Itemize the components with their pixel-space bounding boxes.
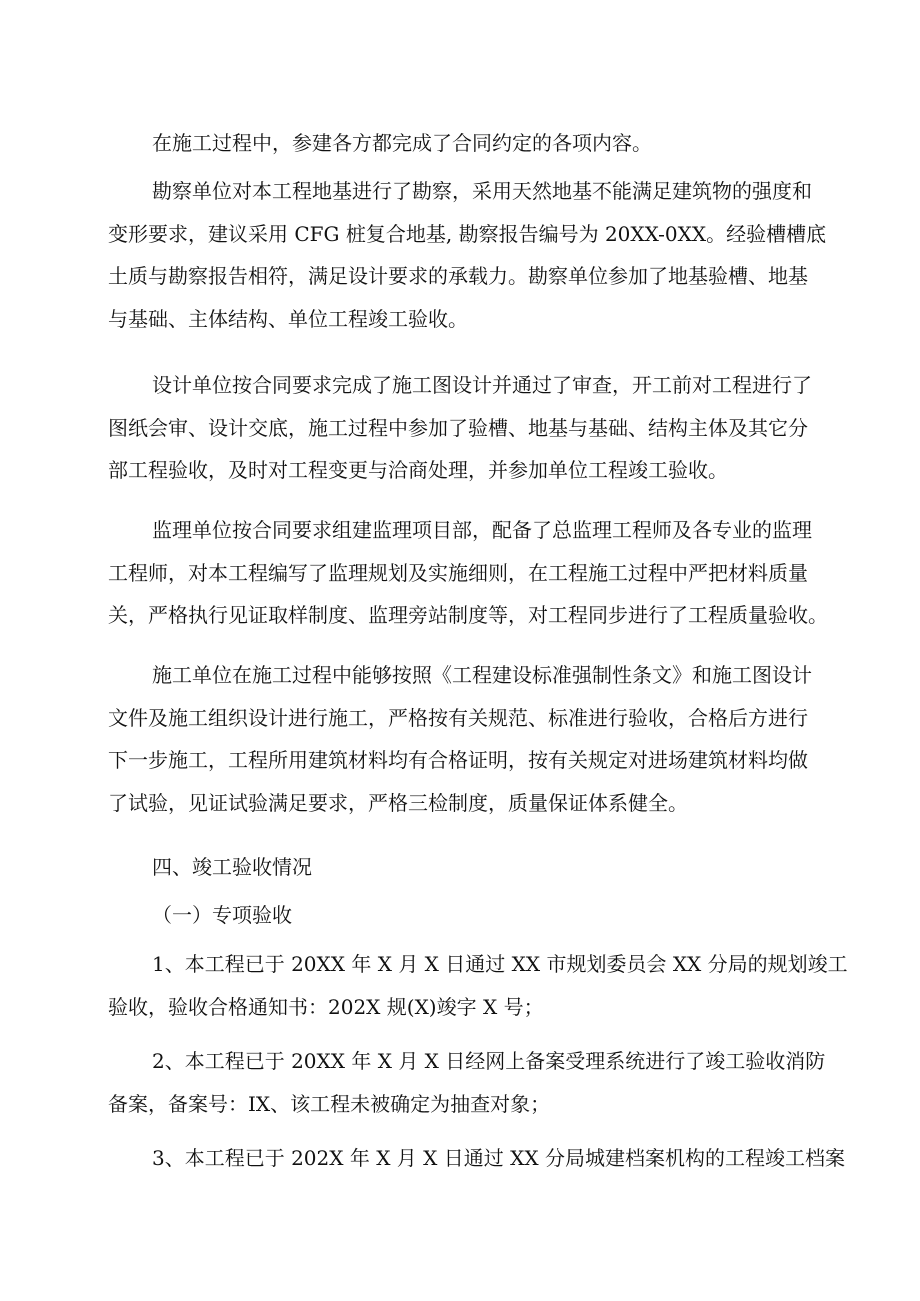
text-line: 文件及施工组织设计进行施工，严格按有关规范、标准进行验收，合格后方进行: [108, 705, 808, 730]
text-line: 备案，备案号：IX、该工程未被确定为抽查对象；: [108, 1091, 551, 1116]
text-line: 在施工过程中，参建各方都完成了合同约定的各项内容。: [152, 131, 652, 155]
text-line: 监理单位按合同要求组建监理项目部，配备了总监理工程师及各专业的监理: [152, 518, 812, 542]
heading-text: 四、竣工验收情况: [152, 855, 312, 879]
text-line: 下一步施工，工程所用建筑材料均有合格证明，按有关规定对进场建筑材料均做: [108, 748, 808, 772]
text-line: 3、本工程已于 202X 年 X 月 X 日通过 XX 分局城建档案机构的工程竣工档案: [152, 1146, 845, 1170]
text-line: 变形要求，建议采用 CFG 桩复合地基, 勘察报告编号为 20XX-0XX。经验槽槽底: [108, 221, 827, 246]
text-line: 与基础、主体结构、单位工程竣工验收。: [108, 306, 468, 331]
paragraph-progress: [108, 122, 828, 165]
subheading-text: （一）专项验收: [152, 903, 292, 927]
text-line: 2、本工程已于 20XX 年 X 月 X 日经网上备案受理系统进行了竣工验收消防: [152, 1049, 826, 1073]
text-line: 土质与勘察报告相符，满足设计要求的承载力。勘察单位参加了地基验槽、地基: [108, 264, 808, 288]
list-item: [108, 1040, 828, 1125]
paragraph-survey-unit: [108, 170, 828, 340]
subsection-heading: [108, 894, 828, 937]
text-line: 验收，验收合格通知书：202X 规(X)竣字 X 号；: [108, 994, 544, 1019]
section-heading: [108, 846, 828, 889]
paragraph-supervision-unit: [108, 509, 828, 637]
text-line: 工程师，对本工程编写了监理规划及实施细则，在工程施工过程中严把材料质量: [108, 560, 808, 585]
paragraph-construction-unit: [108, 654, 828, 824]
text-line: 勘察单位对本工程地基进行了勘察，采用天然地基不能满足建筑物的强度和: [152, 179, 812, 203]
text-line: 设计单位按合同要求完成了施工图设计并通过了审查，开工前对工程进行了: [152, 373, 812, 397]
list-item: [108, 1137, 845, 1180]
list-item: [108, 943, 848, 1028]
text-line: 施工单位在施工过程中能够按照《工程建设标准强制性条文》和施工图设计: [152, 663, 812, 687]
text-line: 了试验，见证试验满足要求，严格三检制度，质量保证体系健全。: [108, 790, 688, 815]
text-line: 图纸会审、设计交底，施工过程中参加了验槽、地基与基础、结构主体及其它分: [108, 415, 808, 440]
text-line: 1、本工程已于 20XX 年 X 月 X 日通过 XX 市规划委员会 XX 分局的规划竣工: [152, 952, 848, 976]
text-line: 部工程验收，及时对工程变更与洽商处理，并参加单位工程竣工验收。: [108, 458, 728, 482]
text-line: 关，严格执行见证取样制度、监理旁站制度等，对工程同步进行了工程质量验收。: [108, 603, 828, 627]
paragraph-design-unit: [108, 364, 828, 492]
